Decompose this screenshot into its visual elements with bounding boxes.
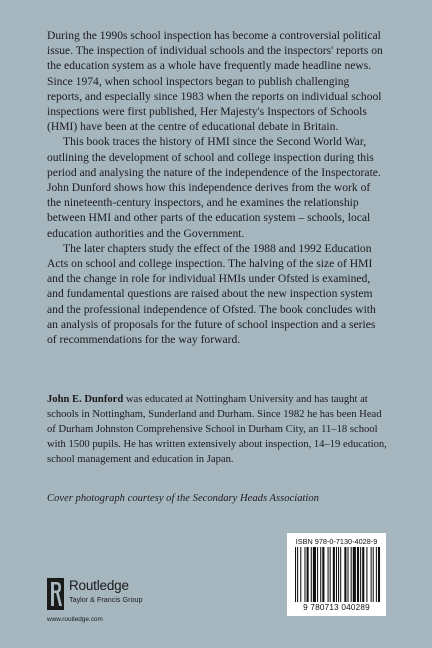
blurb-paragraph-2: This book traces the history of HMI since the Second World War, outlining the development of school and college inspection during this period and analysing the nature of the independence of the Inspectorate. John Dunford shows how this independence derives from the work of the nineteenth-century inspectors, and he examines the relationship between HMI and other parts of the education system – schools, local education authorities and the Government. [47,135,381,240]
isbn-label: ISBN 978-0-7130-4028-9 [295,537,378,546]
barcode-box [287,533,386,616]
barcode-icon [291,547,383,602]
routledge-logo-icon [47,578,64,610]
author-bio-text: was educated at Nottingham University and has taught at schools in Nottingham, Sunderland and Durham. Since 1982 he has been Head of Durham Johnston Comprehensive School in Durham City, an 11–18 school with 1500 pupils. He has written extensively about inspection, 14–19 education, school management and education in Japan. [47,394,387,465]
publisher-block [47,578,197,628]
author-bio [47,393,387,468]
blurb-paragraph-3: The later chapters study the effect of the 1988 and 1992 Education Acts on school and college inspection. The halving of the size of HMI and the change in role for individual HMIs under Ofsted is examined, and fundamental questions are raised about the new inspection system and the professional independence of Ofsted. The book concludes with an analysis of proposals for the future of school inspection and a series of recommendations for the way forward. [47,241,376,347]
publisher-name: Routledge [69,578,129,593]
publisher-group: Taylor & Francis Group [69,595,143,604]
author-name: John E. Dunford [47,394,124,405]
blurb-paragraph-1: During the 1990s school inspection has become a controversial political issue. The inspection of individual schools and the inspectors' reports on the education system as a whole have frequently made headline news. Since 1974, when school inspectors began to publish challenging reports, and especially since 1983 when the reports on individual school inspections were first published, Her Majesty's Inspectors of Schools (HMI) have been at the centre of educational debate in Britain. [47,29,383,134]
blurb [47,28,387,347]
publisher-url: www.routledge.com [47,616,103,623]
barcode-digits: 9 780713 040289 [303,603,370,612]
cover-credit: Cover photograph courtesy of the Secondary Heads Association [47,493,319,504]
